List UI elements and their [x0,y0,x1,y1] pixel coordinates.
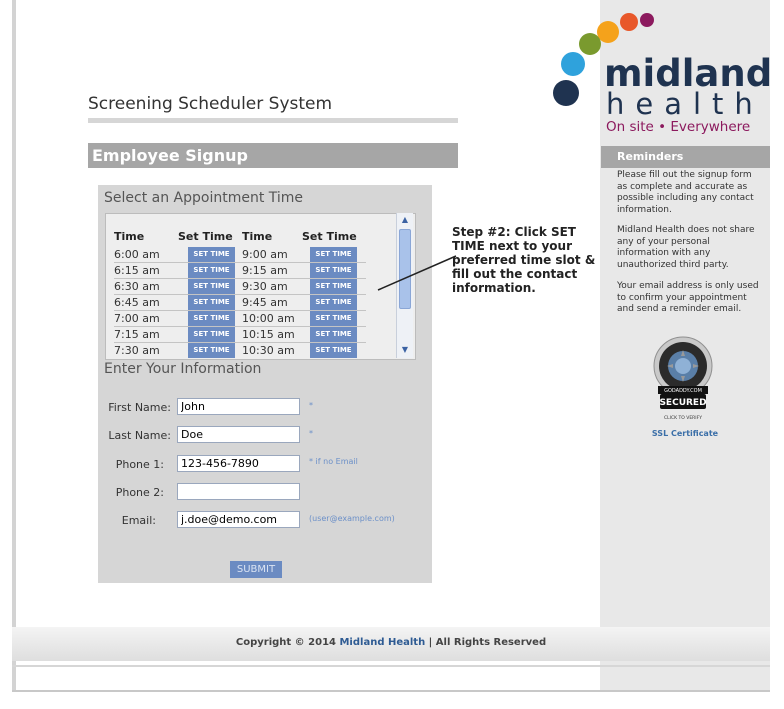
time-cell: 6:30 am [114,280,160,293]
set-time-button[interactable]: SET TIME [310,247,357,262]
last-name-required-hint: * [309,429,313,438]
footer-divider [12,665,770,667]
logo-tagline: On site • Everywhere [606,119,751,135]
time-cell: 7:30 am [114,344,160,357]
table-row [114,311,366,327]
time-cell: 10:30 am [242,344,295,357]
footer-copyright: Copyright © 2014 Midland Health | All Rights Reserved [235,637,547,648]
first-name-required-hint: * [309,401,313,410]
first-name-label: First Name: [108,401,171,414]
phone1-hint: * if no Email [309,457,358,466]
page-frame-bottom [12,690,770,692]
set-time-button[interactable]: SET TIME [188,343,235,358]
logo-word-midland: midland [604,52,773,95]
set-time-button[interactable]: SET TIME [188,311,235,326]
last-name-label: Last Name: [108,429,171,442]
form-section-title: Enter Your Information [104,361,262,377]
time-cell: 6:00 am [114,248,160,261]
set-time-button[interactable]: SET TIME [188,263,235,278]
logo-dot-yellow [597,21,619,43]
sidebar-title: Reminders [601,146,770,168]
time-cell: 10:15 am [242,328,295,341]
set-time-button[interactable]: SET TIME [188,247,235,262]
set-time-button[interactable]: SET TIME [310,279,357,294]
set-time-button[interactable]: SET TIME [188,295,235,310]
email-input[interactable] [177,511,300,528]
submit-button[interactable]: SUBMIT [230,561,282,578]
reminder-paragraph-2: Midland Health does not share any of your personal information with any unauthorized third party. [617,225,755,270]
column-header-set-time-2: Set Time [302,230,357,243]
phone1-input[interactable] [177,455,300,472]
logo-dot-orange [620,13,638,31]
step-callout: Step #2: Click SET TIME next to your preferred time slot & fill out the contact information. [452,225,596,295]
time-cell: 7:15 am [114,328,160,341]
first-name-input[interactable] [177,398,300,415]
reminder-paragraph-1: Please fill out the signup form as complete and accurate as possible including any contact information. [617,170,754,215]
callout-pointer [370,254,460,294]
logo-dot-blue [561,52,585,76]
page-frame-left [12,0,16,692]
column-header-set-time-1: Set Time [178,230,233,243]
table-row [114,263,366,279]
time-cell: 7:00 am [114,312,160,325]
reminder-paragraph-3: Your email address is only used to confirm your appointment and send a reminder email. [617,281,759,314]
seal-secured-text: SECURED [659,398,707,408]
logo-dot-green [579,33,601,55]
phone2-input[interactable] [177,483,300,500]
table-row [114,279,366,295]
set-time-button[interactable]: SET TIME [310,295,357,310]
logo-dot-navy [553,80,579,106]
section-title: Employee Signup [88,143,458,168]
time-cell: 9:45 am [242,296,288,309]
column-header-time-1: Time [114,230,145,243]
seal-verify-text: CLICK TO VERIFY [664,416,702,421]
set-time-button[interactable]: SET TIME [310,311,357,326]
footer-brand-link[interactable]: Midland Health [339,637,426,648]
seal-godaddy-text: GODADDY.COM [664,388,702,394]
scroll-up-arrow-icon[interactable]: ▲ [401,215,409,224]
time-cell: 9:30 am [242,280,288,293]
time-cell: 6:15 am [114,264,160,277]
time-cell: 10:00 am [242,312,295,325]
ssl-certificate-link[interactable]: SSL Certificate [651,429,719,438]
time-cell: 6:45 am [114,296,160,309]
logo-dot-magenta [640,13,654,27]
page-title: Screening Scheduler System [88,94,333,114]
title-divider [88,118,458,123]
phone2-label: Phone 2: [115,486,164,499]
last-name-input[interactable] [177,426,300,443]
phone1-label: Phone 1: [115,458,164,471]
email-label: Email: [121,514,156,527]
time-cell: 9:15 am [242,264,288,277]
time-cell: 9:00 am [242,248,288,261]
scroll-down-arrow-icon[interactable]: ▼ [401,345,409,354]
table-row [114,327,366,343]
set-time-button[interactable]: SET TIME [310,327,357,342]
table-row [114,247,366,263]
set-time-button[interactable]: SET TIME [188,279,235,294]
ssl-seal-icon[interactable] [652,336,714,424]
email-format-hint: (user@example.com) [309,514,395,523]
logo-word-health: health [606,87,764,121]
set-time-button[interactable]: SET TIME [310,343,357,358]
set-time-button[interactable]: SET TIME [310,263,357,278]
table-row [114,295,366,311]
set-time-button[interactable]: SET TIME [188,327,235,342]
appointment-section-title: Select an Appointment Time [104,190,304,206]
table-row [114,343,366,359]
column-header-time-2: Time [242,230,273,243]
